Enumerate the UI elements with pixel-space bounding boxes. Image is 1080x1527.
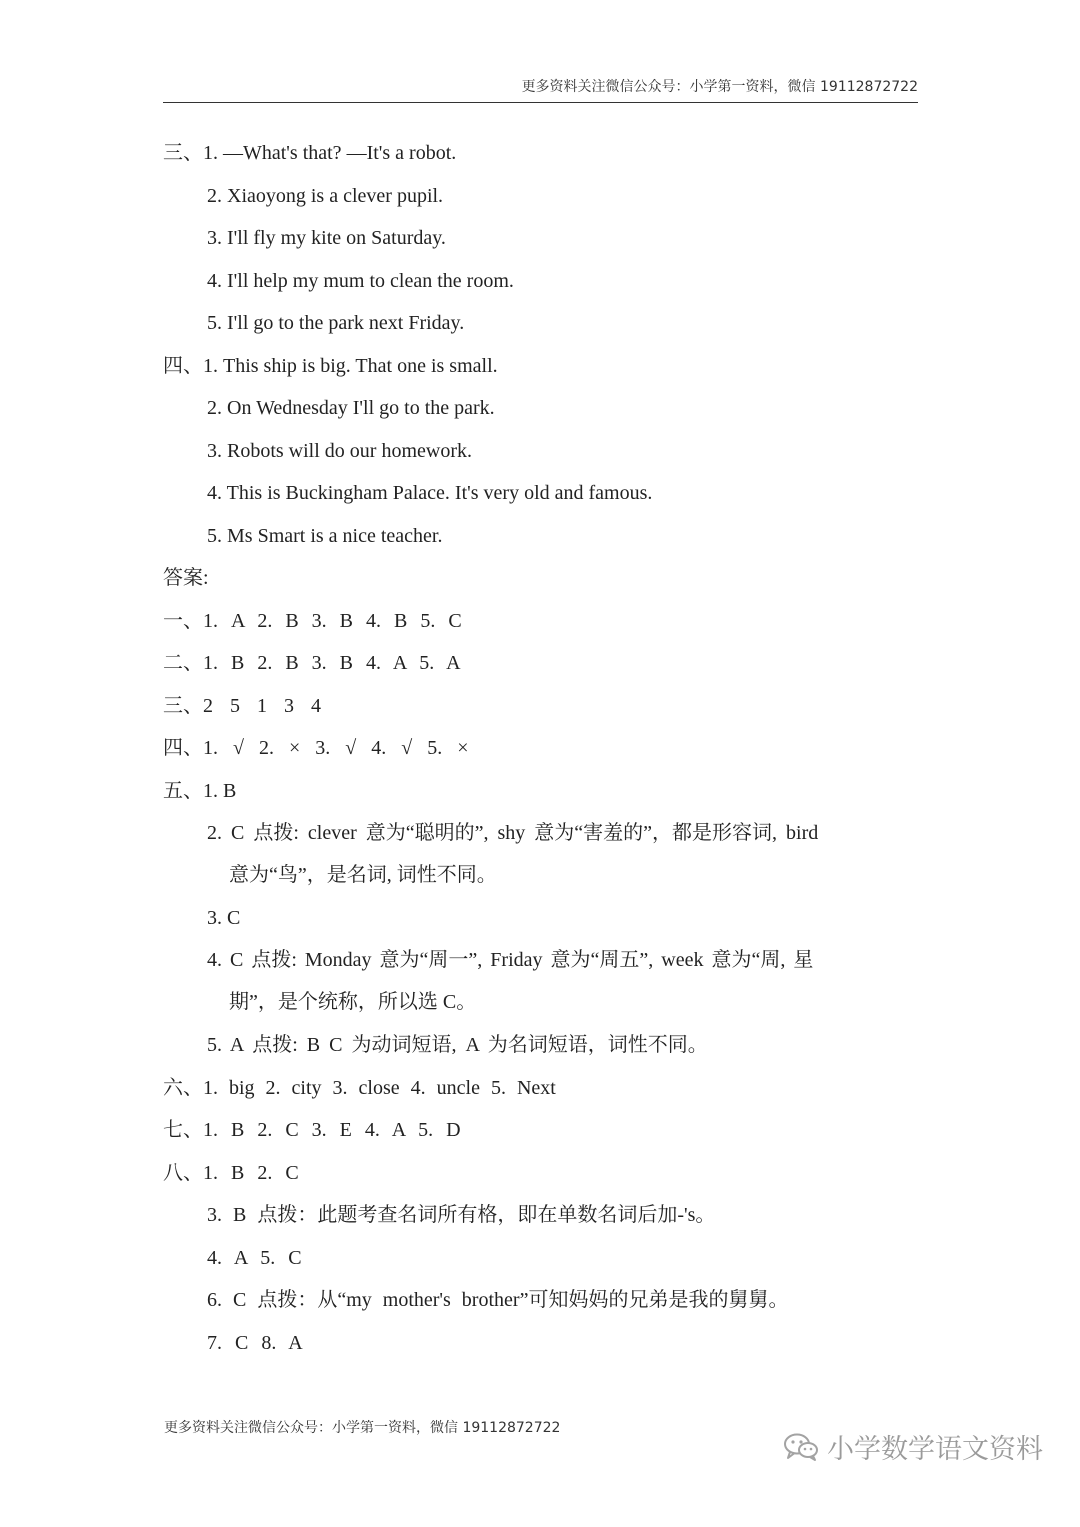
- line-s4-1: 四、1. This ship is big. That one is small.: [163, 355, 498, 377]
- answer-section-5-q1: 五、1. B: [163, 780, 237, 802]
- answer-section-5-q5: 5. A 点拨: B C 为动词短语, A 为名词短语，词性不同。: [207, 1034, 708, 1056]
- watermark-text: 小学数学语文资料: [827, 1434, 1043, 1465]
- line-s3-4: 4. I'll help my mum to clean the room.: [207, 270, 514, 292]
- line-s4-2: 2. On Wednesday I'll go to the park.: [207, 397, 495, 419]
- answer-section-6: 六、1. big 2. city 3. close 4. uncle 5. Next: [163, 1077, 556, 1099]
- line-s3-1: 三、1. —What's that? —It's a robot.: [163, 142, 457, 164]
- line-s3-2: 2. Xiaoyong is a clever pupil.: [207, 185, 444, 207]
- answer-section-3: 三、2 5 1 3 4: [163, 695, 321, 717]
- answer-section-5-q2: 2. C 点拨: clever 意为“聪明的”, shy 意为“害羞的”，都是形容词, bird: [207, 822, 819, 844]
- answers-title: 答案:: [163, 567, 209, 589]
- line-s4-5: 5. Ms Smart is a nice teacher.: [207, 525, 443, 547]
- answer-section-8-q7: 7. C 8. A: [207, 1332, 303, 1354]
- answer-section-8-q6: 6. C 点拨：从“my mother's brother”可知妈妈的兄弟是我的舅舅。: [207, 1289, 789, 1311]
- answer-section-2: 二、1. B 2. B 3. B 4. A 5. A: [163, 652, 461, 674]
- answer-section-8-q1: 八、1. B 2. C: [163, 1162, 299, 1184]
- line-s3-3: 3. I'll fly my kite on Saturday.: [207, 227, 446, 249]
- line-s4-3: 3. Robots will do our homework.: [207, 440, 472, 462]
- answer-section-7: 七、1. B 2. C 3. E 4. A 5. D: [163, 1119, 461, 1141]
- wechat-icon: [783, 1432, 819, 1462]
- answer-section-5-q4-cont: 期”，是个统称，所以选 C。: [229, 991, 477, 1013]
- page-footer: 更多资料关注微信公众号：小学第一资料，微信 19112872722: [164, 1420, 561, 1436]
- answer-section-8-q3: 3. B 点拨：此题考查名词所有格，即在单数名词后加-'s。: [207, 1204, 716, 1226]
- answer-section-4: 四、1. √ 2. × 3. √ 4. √ 5. ×: [163, 737, 469, 759]
- answer-section-8-q4: 4. A 5. C: [207, 1247, 302, 1269]
- header-text: 更多资料关注微信公众号：小学第一资料，微信 19112872722: [521, 79, 918, 95]
- watermark: [783, 1427, 1043, 1466]
- answer-section-5-q2-cont: 意为“鸟”，是名词, 词性不同。: [229, 864, 497, 886]
- line-s4-4: 4. This is Buckingham Palace. It's very old and famous.: [207, 482, 653, 504]
- answer-section-5-q4: 4. C 点拨: Monday 意为“周一”, Friday 意为“周五”, week 意为“周, 星: [207, 949, 814, 971]
- page-header: [163, 76, 918, 103]
- answer-section-5-q3: 3. C: [207, 907, 241, 929]
- line-s3-5: 5. I'll go to the park next Friday.: [207, 312, 465, 334]
- answer-section-1: 一、1. A 2. B 3. B 4. B 5. C: [163, 610, 462, 632]
